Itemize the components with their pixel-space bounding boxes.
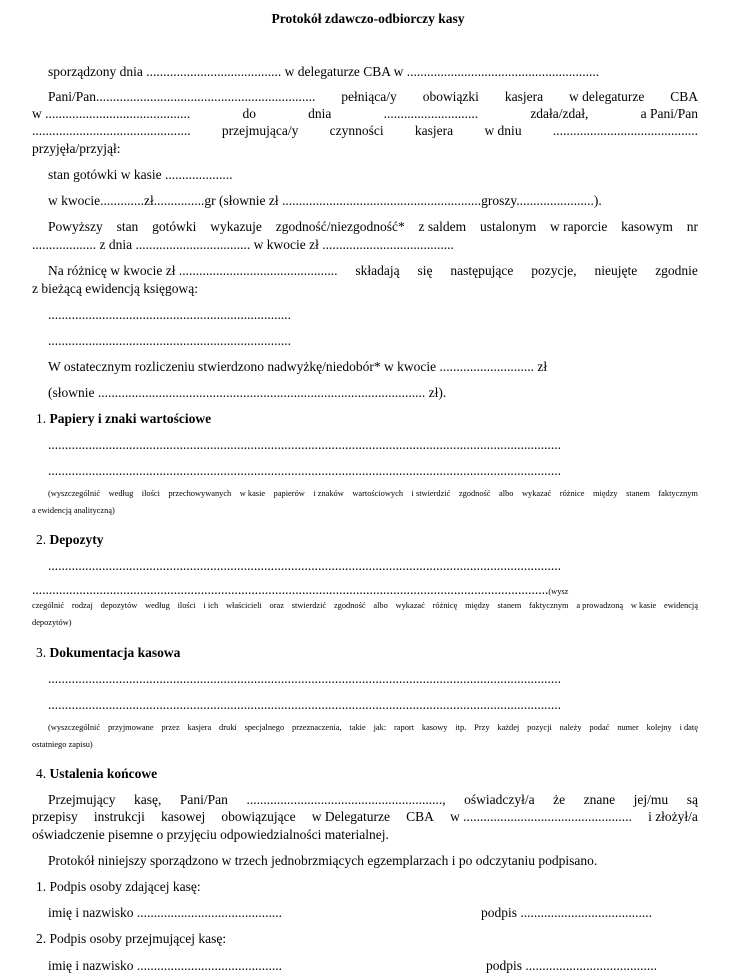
word: numer: [617, 723, 639, 732]
word: kolejny: [646, 723, 672, 732]
section-4-heading: [36, 766, 157, 782]
word: kasjera: [187, 723, 212, 732]
word: a prowadzoną: [576, 601, 624, 610]
word: według: [145, 601, 170, 610]
section-title: Dokumentacja kasowa: [49, 645, 181, 660]
word: druki: [219, 723, 237, 732]
word: pozycje,: [531, 263, 577, 278]
word: zdała/zdał,: [530, 106, 589, 121]
word: Przy: [474, 723, 490, 732]
word: Pani/Pan.................................................................: [48, 89, 316, 104]
word: raport: [394, 723, 415, 732]
word: przechowywanych: [168, 489, 232, 498]
signature-1-name-field: imię i nazwisko ...........................................: [48, 905, 282, 920]
final-line-3: oświadczenie pisemne o przyjęciu odpowiedzialności materialnej.: [32, 827, 389, 842]
intro-line-3: [32, 106, 698, 122]
word: każdej: [497, 723, 520, 732]
word: w ..................................................: [450, 809, 632, 824]
word: kasjera: [414, 123, 454, 138]
protocol-statement: Protokół niniejszy sporządzono w trzech jednobrzmiących egzemplarzach i po odczytaniu podpisano.: [48, 853, 598, 868]
word: i stwierdzić: [411, 489, 451, 498]
word: stan: [116, 219, 139, 234]
word: między: [465, 601, 490, 610]
section-2-heading: [36, 532, 104, 548]
word: stanem: [497, 601, 522, 610]
word: obowiązki: [422, 89, 479, 104]
word: ilości: [177, 601, 196, 610]
word: pełniąca/y: [341, 89, 397, 104]
word: Przejmujący: [48, 792, 116, 807]
word: zgodność: [333, 601, 366, 610]
word: ustalonym: [479, 219, 537, 234]
word: gotówki: [152, 219, 197, 234]
word: jej/mu: [633, 792, 669, 807]
section-2-dots-1: ........................................................................................................................................................: [48, 558, 561, 573]
word: albo: [373, 601, 388, 610]
word: ..........................................................,: [246, 792, 446, 807]
word: do: [242, 106, 256, 121]
word: faktycznym: [658, 489, 698, 498]
final-settlement-line: W ostatecznym rozliczeniu stwierdzono nadwyżkę/niedobór* w kwocie ............................ zł: [48, 359, 548, 374]
word: przejmująca/y: [221, 123, 299, 138]
section-3-note-2: ostatniego zapisu): [32, 740, 93, 749]
word: papierów: [273, 489, 305, 498]
signature-2-name-field: imię i nazwisko ...........................................: [48, 958, 282, 973]
word: w Delegaturze: [311, 809, 391, 824]
word: kasę,: [134, 792, 162, 807]
word: i znaków: [313, 489, 344, 498]
word: CBA: [406, 809, 434, 824]
section-number: 4.: [36, 766, 47, 781]
section-1-heading: [36, 411, 211, 427]
consistency-line-1: [48, 219, 698, 235]
word: w kasie: [239, 489, 266, 498]
word: jak:: [373, 723, 387, 732]
word: według: [108, 489, 134, 498]
word: się: [417, 263, 433, 278]
section-number: 3.: [36, 645, 47, 660]
word: wykazać: [395, 601, 425, 610]
section-number: 2.: [36, 532, 47, 547]
word: i ich: [203, 601, 219, 610]
signature-2-label: 2. Podpis osoby przejmującej kasę:: [36, 931, 227, 946]
word: przeznaczenia,: [292, 723, 342, 732]
word: oświadczył/a: [464, 792, 535, 807]
section-3-heading: [36, 645, 180, 661]
word: wykazuje: [210, 219, 262, 234]
word: w kasie: [630, 601, 657, 610]
word: między: [592, 489, 618, 498]
final-settlement-words: (słownie ................................................................................................. zł).: [48, 385, 447, 400]
word: różnicę: [432, 601, 458, 610]
word: następujące: [450, 263, 514, 278]
word: należy: [559, 723, 582, 732]
word: depozytów: [100, 601, 138, 610]
word: z saldem: [418, 219, 467, 234]
word: kasjera: [504, 89, 544, 104]
word: a Pani/Pan: [640, 106, 698, 121]
section-number: 1.: [36, 411, 47, 426]
word: albo: [499, 489, 514, 498]
dots-tail: (wysz: [548, 587, 569, 596]
word: czególnić: [32, 601, 65, 610]
signature-1-sign-field: podpis .......................................: [481, 905, 653, 920]
signature-1-label: 1. Podpis osoby zdającej kasę:: [36, 879, 201, 894]
intro-line-2: [48, 89, 698, 105]
difference-line-1: [48, 263, 698, 279]
section-2-note-1: [32, 600, 698, 611]
word: ...........................................: [552, 123, 698, 138]
word: dnia: [308, 106, 332, 121]
word: stanem: [626, 489, 650, 498]
section-title: Ustalenia końcowe: [49, 766, 158, 781]
word: itp.: [455, 723, 467, 732]
document-title: Protokół zdawczo-odbiorczy kasy: [271, 11, 465, 26]
word: i złożył/a: [648, 809, 698, 824]
section-2-note-2: depozytów): [32, 618, 72, 627]
word: składają: [355, 263, 400, 278]
word: Powyższy: [48, 219, 103, 234]
word: (wyszczególnić: [48, 723, 101, 732]
word: Na różnicę w kwocie zł ...............................................: [48, 263, 338, 278]
difference-line-2: z bieżącą ewidencją księgową:: [32, 281, 199, 296]
word: właścicieli: [225, 601, 262, 610]
word: obowiązujące: [221, 809, 296, 824]
word: przez: [161, 723, 180, 732]
section-3-dots-1: ........................................................................................................................................................: [48, 671, 561, 686]
word: specjalnego: [244, 723, 285, 732]
dots: .........................................................................................................................................................: [32, 582, 549, 597]
word: rodzaj: [71, 601, 93, 610]
word: w delegaturze: [568, 89, 645, 104]
word: ............................: [383, 106, 479, 121]
cash-status-line: stan gotówki w kasie ....................: [48, 167, 233, 182]
word: zgodność: [458, 489, 491, 498]
word: przyjmowane: [107, 723, 154, 732]
signature-2-sign-field: podpis .......................................: [486, 958, 658, 973]
word: przepisy: [32, 809, 78, 824]
word: i datę: [679, 723, 698, 732]
word: takie: [349, 723, 366, 732]
word: instrukcji: [93, 809, 145, 824]
word: czynności: [329, 123, 384, 138]
intro-line-4: [32, 123, 698, 139]
difference-dots-2: ........................................................................: [48, 333, 291, 348]
word: pozycji: [527, 723, 552, 732]
word: nr: [686, 219, 698, 234]
word: są: [686, 792, 698, 807]
section-1-dots-1: ........................................................................................................................................................: [48, 437, 561, 452]
word: stwierdzić: [291, 601, 327, 610]
word: ilości: [141, 489, 160, 498]
word: Pani/Pan: [179, 792, 228, 807]
word: w ...........................................: [32, 106, 191, 121]
word: kasowej: [160, 809, 206, 824]
section-title: Depozyty: [49, 532, 104, 547]
word: wykazać: [521, 489, 552, 498]
cash-amount-line: w kwocie.............zł...............gr (słownie zł ...........................................................groszy.......................).: [48, 193, 602, 208]
section-3-dots-2: ........................................................................................................................................................: [48, 697, 561, 712]
intro-line-1: sporządzony dnia ........................................ w delegaturze CBA w .........................................................: [48, 64, 600, 79]
word: nieujęte: [594, 263, 638, 278]
word: w dniu: [484, 123, 522, 138]
difference-dots-1: ........................................................................: [48, 307, 291, 322]
word: różnice: [559, 489, 585, 498]
word: (wyszczególnić: [48, 489, 101, 498]
section-1-note-1: [48, 488, 698, 499]
word: że: [553, 792, 566, 807]
word: CBA: [670, 89, 698, 104]
word: ewidencją: [664, 601, 698, 610]
word: faktycznym: [529, 601, 569, 610]
word: oraz: [269, 601, 284, 610]
word: kasowy: [421, 723, 448, 732]
word: w raporcie: [550, 219, 608, 234]
word: zgodność/niezgodność*: [275, 219, 405, 234]
consistency-line-2: ................... z dnia .................................. w kwocie zł .......................................: [32, 237, 454, 252]
section-1-note-2: a ewidencją analityczną): [32, 506, 115, 515]
word: wartościowych: [352, 489, 404, 498]
word: kasowym: [621, 219, 673, 234]
section-1-dots-2: ........................................................................................................................................................: [48, 463, 561, 478]
word: ...............................................: [32, 123, 191, 138]
section-title: Papiery i znaki wartościowe: [49, 411, 212, 426]
word: znane: [583, 792, 616, 807]
word: podać: [589, 723, 610, 732]
final-line-1: [48, 792, 698, 808]
section-2-dots-2: [32, 582, 568, 600]
intro-line-5: przyjęła/przyjął:: [32, 141, 121, 156]
word: zgodnie: [655, 263, 698, 278]
final-line-2: [32, 809, 698, 825]
section-3-note-1: [48, 722, 698, 733]
